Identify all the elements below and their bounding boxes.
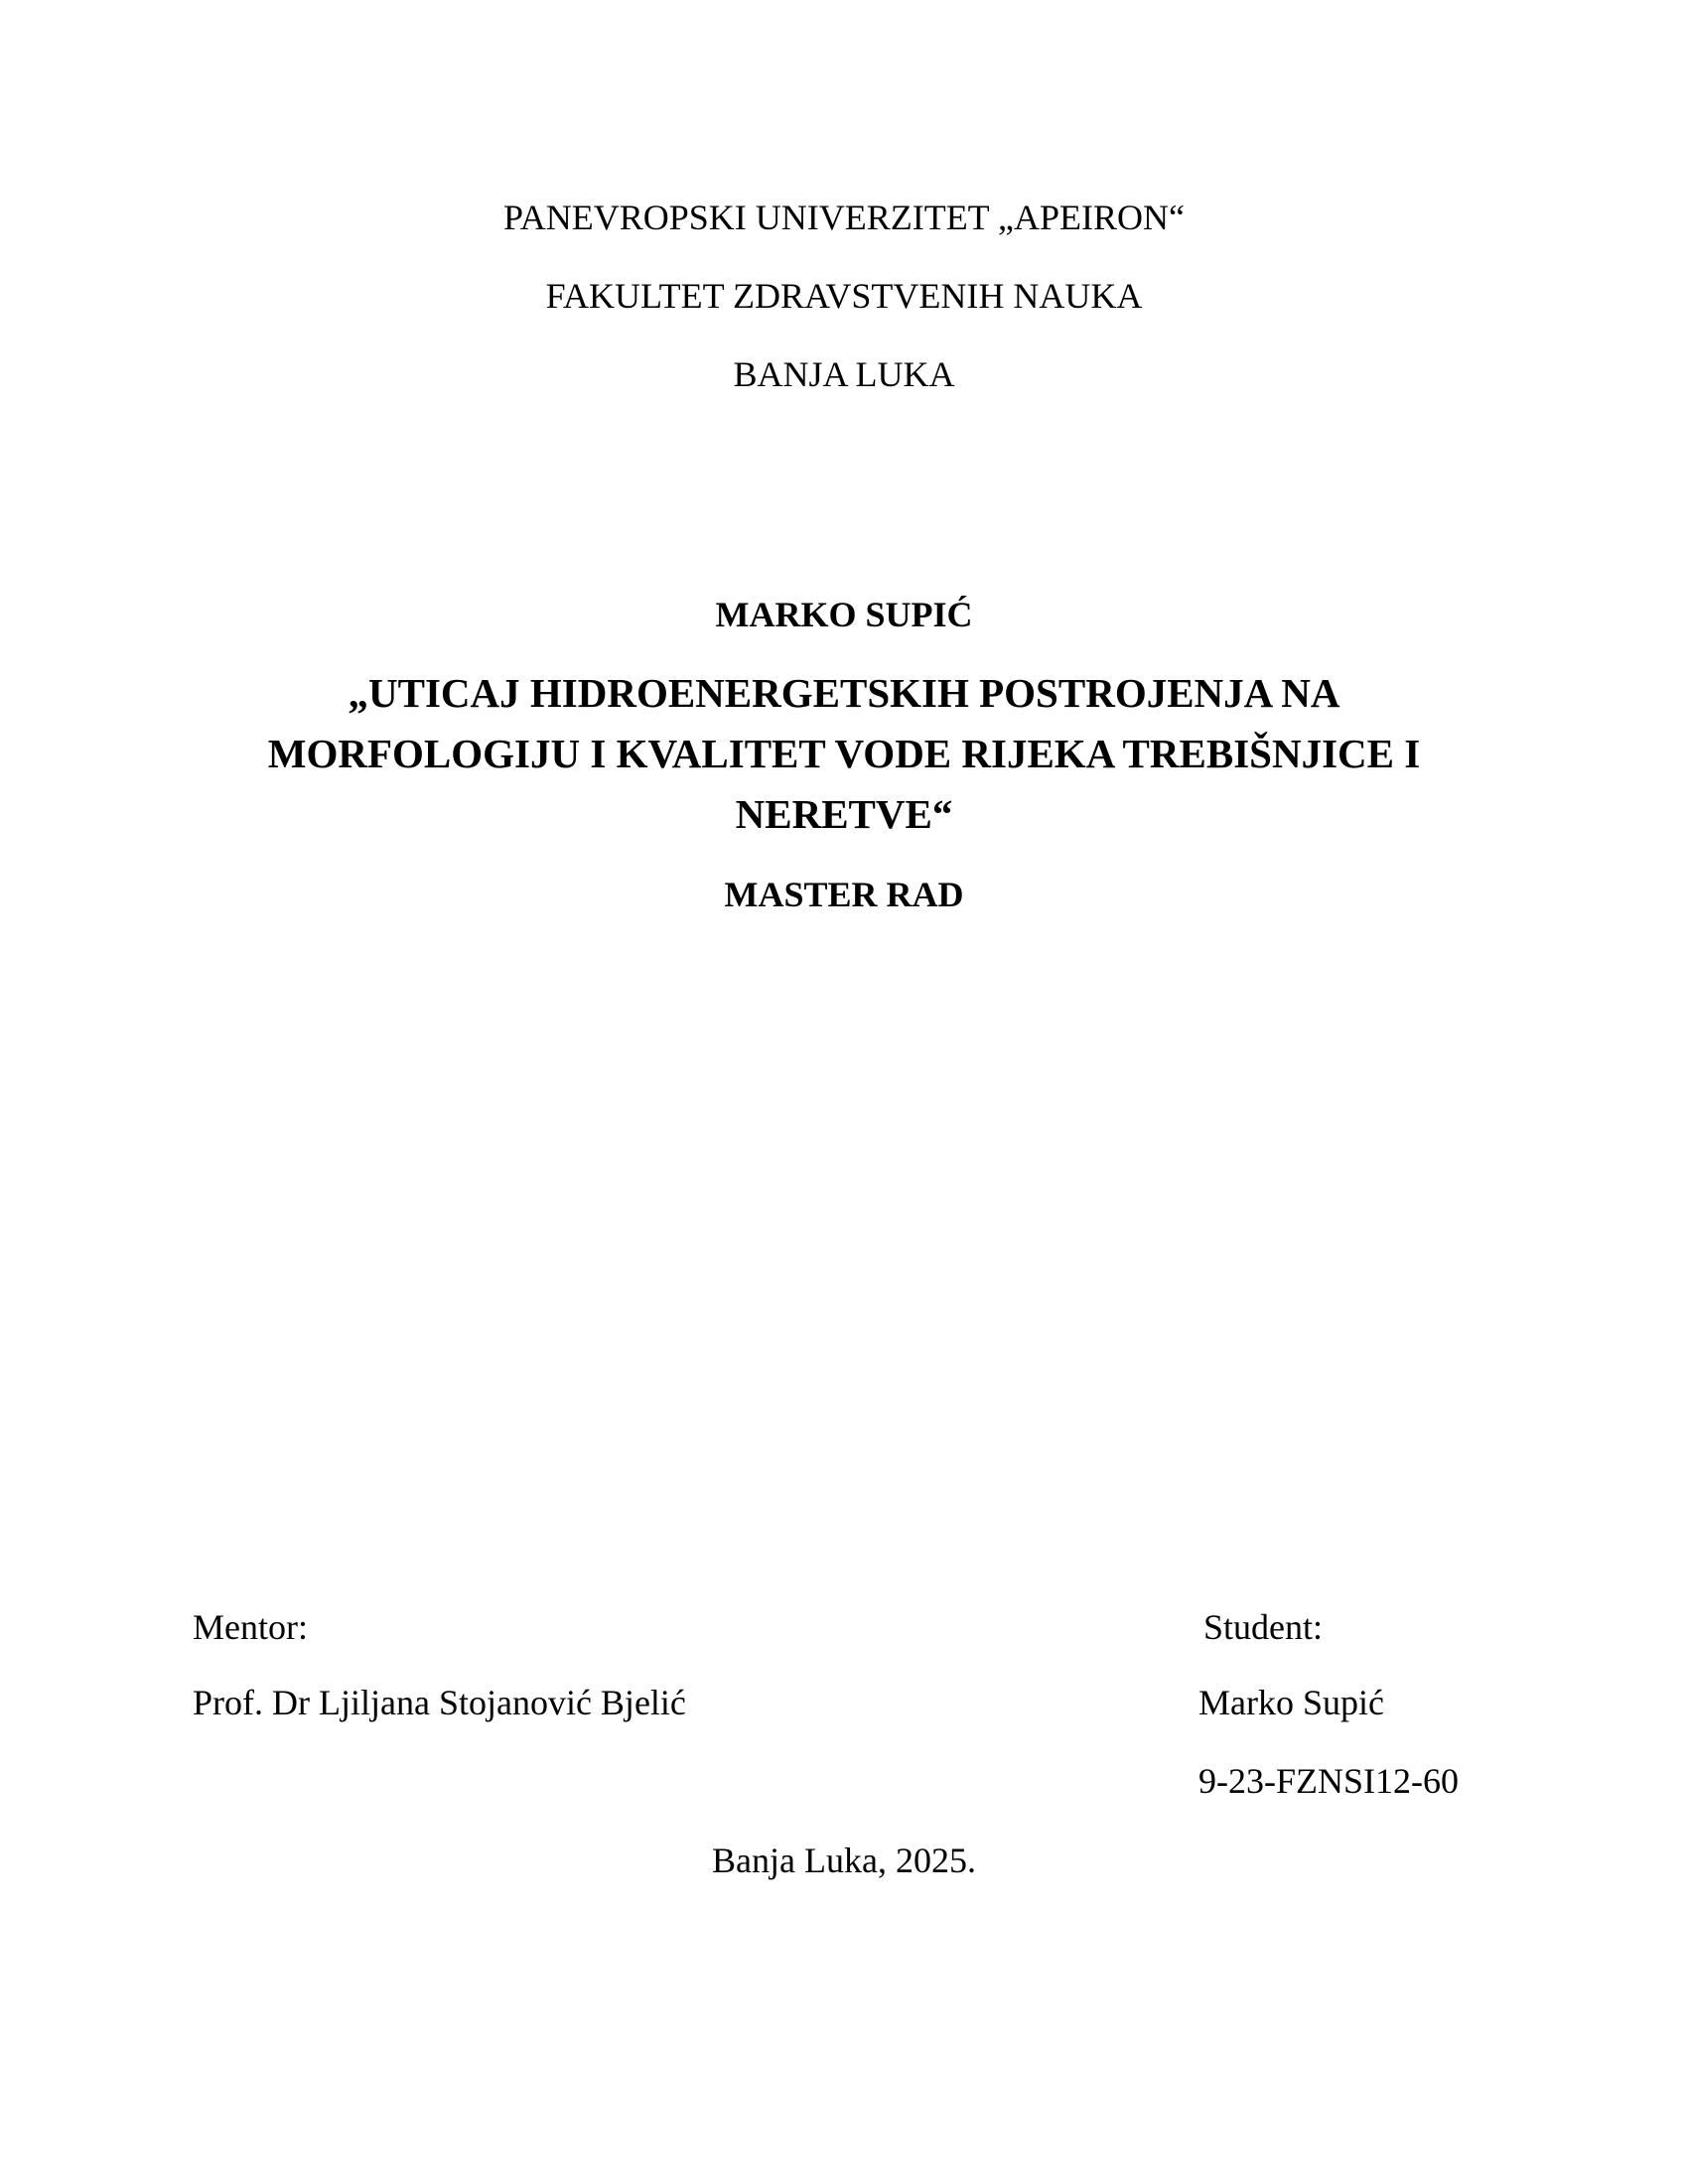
- thesis-title-line: NERETVE“: [735, 791, 953, 837]
- student-index-number: 9-23-FZNSI12-60: [1198, 1761, 1459, 1801]
- student-name: Marko Supić: [1198, 1683, 1384, 1722]
- author-name: MARKO SUPIĆ: [715, 595, 973, 634]
- thesis-title-line: „UTICAJ HIDROENERGETSKIH POSTROJENJA NA: [348, 670, 1340, 716]
- thesis-title-line: MORFOLOGIJU I KVALITET VODE RIJEKA TREBIŠNJICE I: [267, 731, 1421, 776]
- university-name: PANEVROPSKI UNIVERZITET „APEIRON“: [503, 198, 1185, 237]
- mentor-name: Prof. Dr Ljiljana Stojanović Bjelić: [193, 1683, 686, 1722]
- faculty-name: FAKULTET ZDRAVSTVENIH NAUKA: [545, 276, 1143, 316]
- city-name: BANJA LUKA: [733, 354, 955, 394]
- thesis-title: [149, 663, 1539, 845]
- mentor-label: Mentor:: [193, 1607, 308, 1647]
- work-type: MASTER RAD: [724, 875, 964, 914]
- place-and-date: Banja Luka, 2025.: [712, 1841, 976, 1880]
- student-label: Student:: [1203, 1607, 1324, 1647]
